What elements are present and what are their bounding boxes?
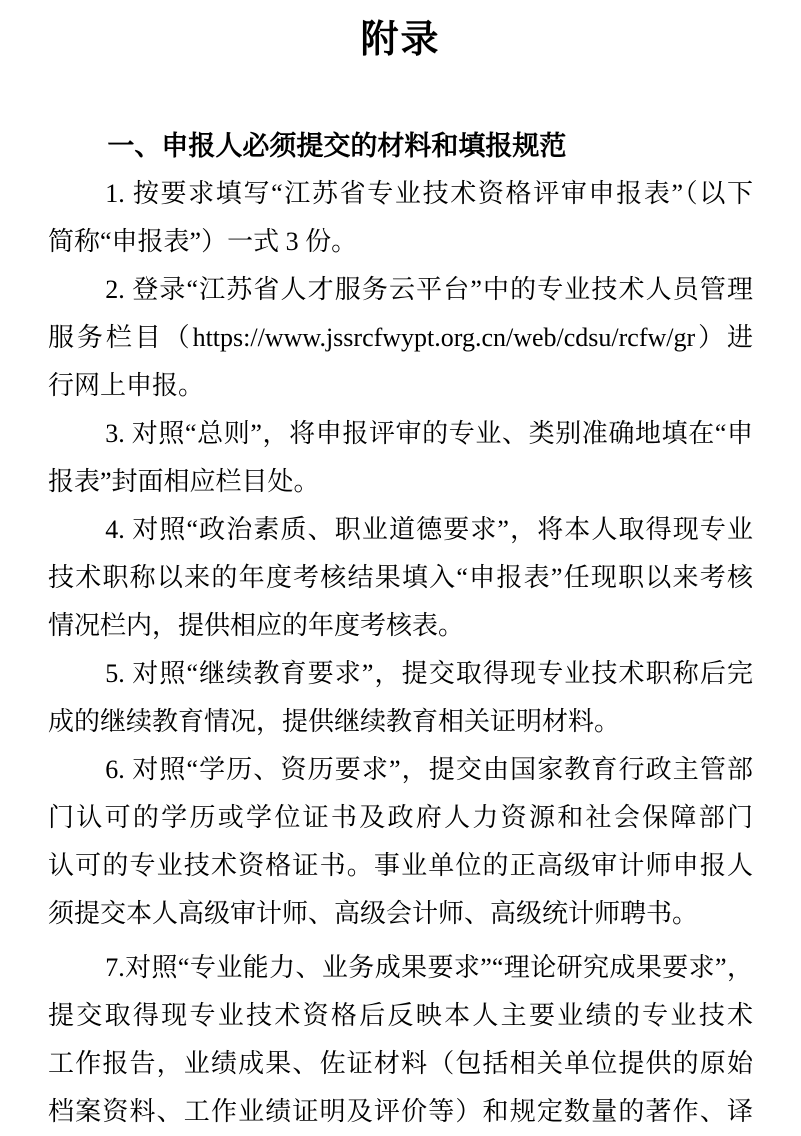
text-line: 情况栏内，提供相应的年度考核表。 xyxy=(48,611,465,640)
paragraph-3 xyxy=(48,410,753,506)
text-line: 5. 对照“继续教育要求”，提交取得现专业技术职称后完 xyxy=(105,659,753,688)
text-line: 工作报告，业绩成果、佐证材料（包括相关单位提供的原始 xyxy=(48,1049,753,1078)
paragraph-2 xyxy=(48,266,753,410)
page-title: 附录 xyxy=(360,19,441,61)
text-line: 技术职称以来的年度考核结果填入“申报表”任现职以来考核 xyxy=(48,563,753,592)
text-line: 档案资料、工作业绩证明及评价等）和规定数量的著作、译 xyxy=(48,1097,753,1126)
text-line: 门认可的学历或学位证书及政府人力资源和社会保障部门 xyxy=(48,803,753,832)
text-line: 7.对照“专业能力、业务成果要求”“理论研究成果要求”， xyxy=(105,953,753,982)
text-line: 认可的专业技术资格证书。事业单位的正高级审计师申报人 xyxy=(48,851,753,880)
paragraph-1 xyxy=(48,170,753,266)
paragraph-6 xyxy=(48,746,753,938)
text-line: 1. 按要求填写“江苏省专业技术资格评审申报表”（以下 xyxy=(105,179,753,208)
text-line: 2. 登录“江苏省人才服务云平台”中的专业技术人员管理 xyxy=(105,275,753,304)
paragraph-7 xyxy=(48,944,753,1136)
text-line: 须提交本人高级审计师、高级会计师、高级统计师聘书。 xyxy=(48,899,699,928)
section-body xyxy=(48,170,753,1136)
paragraph-5 xyxy=(48,650,753,746)
text-line: 3. 对照“总则”，将申报评审的专业、类别准确地填在“申 xyxy=(105,419,753,448)
text-line: 行网上申报。 xyxy=(48,371,205,400)
text-line: 成的继续教育情况，提供继续教育相关证明材料。 xyxy=(48,707,621,736)
text-line: 简称“申报表”）一式 3 份。 xyxy=(48,227,358,256)
section-heading: 一、申报人必须提交的材料和填报规范 xyxy=(107,131,567,161)
text-line: 6. 对照“学历、资历要求”，提交由国家教育行政主管部 xyxy=(105,755,753,784)
text-line: 服务栏目（https://www.jssrcfwypt.org.cn/web/cdsu/rcfw/gr）进 xyxy=(48,323,753,352)
paragraph-4 xyxy=(48,506,753,650)
text-line: 报表”封面相应栏目处。 xyxy=(48,467,320,496)
text-line: 4. 对照“政治素质、职业道德要求”，将本人取得现专业 xyxy=(105,515,753,544)
text-line: 提交取得现专业技术资格后反映本人主要业绩的专业技术 xyxy=(48,1001,753,1030)
